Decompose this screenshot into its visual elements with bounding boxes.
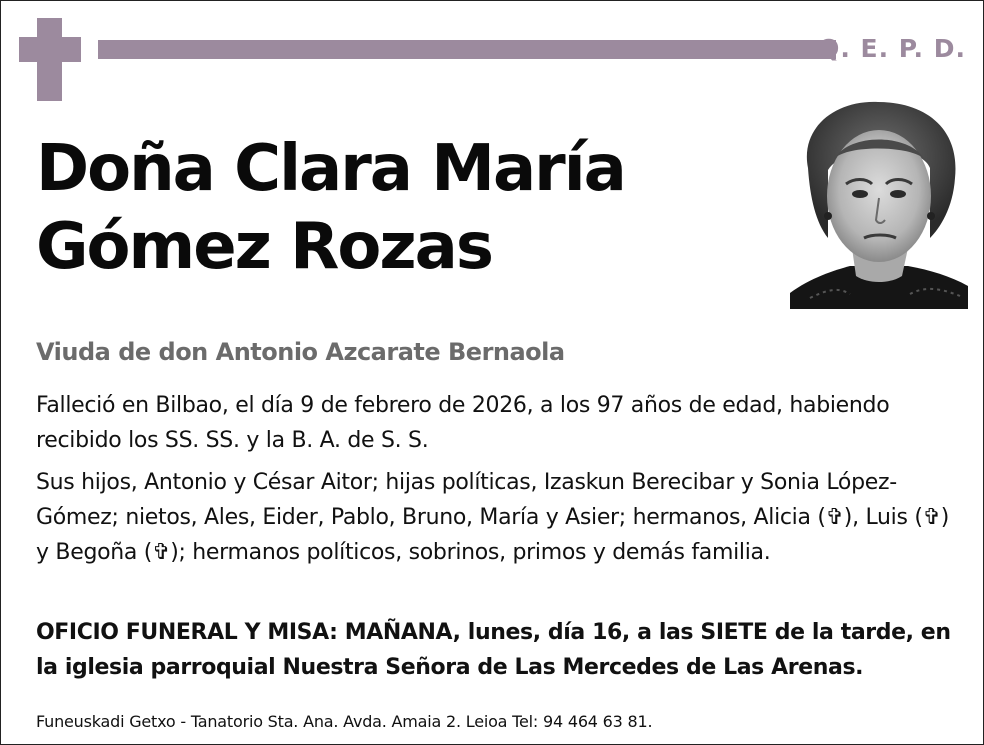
name-line-2: Gómez Rozas (36, 210, 492, 284)
family-paragraph: Sus hijos, Antonio y César Aitor; hijas políticas, Izaskun Berecibar y Sonia López-Gómez; nietos, Ales, Eider, Pablo, Bruno, María y Asier; hermanos, Alicia (✞), Luis (✞) y Begoña (✞); hermanos políticos, sobrinos, primos y demás familia. (36, 470, 950, 565)
qepd-label: Q. E. P. D. (818, 34, 966, 63)
funeral-service-paragraph: OFICIO FUNERAL Y MISA: MAÑANA, lunes, día 16, a las SIETE de la tarde, en la iglesia parroquial Nuestra Señora de Las Mercedes de Las Arenas. (36, 620, 951, 680)
deceased-name (36, 130, 625, 286)
funeral-home-footer: Funeuskadi Getxo - Tanatorio Sta. Ana. Avda. Amaia 2. Leioa Tel: 94 464 63 81. (36, 712, 653, 731)
death-notice-paragraph: Falleció en Bilbao, el día 9 de febrero de 2026, a los 97 años de edad, habiendo recibido los SS. SS. y la B. A. de S. S. (36, 393, 890, 453)
widow-of-line: Viuda de don Antonio Azcarate Bernaola (36, 338, 565, 366)
name-line-1: Doña Clara María (36, 132, 625, 206)
portrait-photo (790, 98, 968, 309)
cross-horizontal-bar (19, 37, 81, 62)
header-rule (98, 40, 836, 59)
